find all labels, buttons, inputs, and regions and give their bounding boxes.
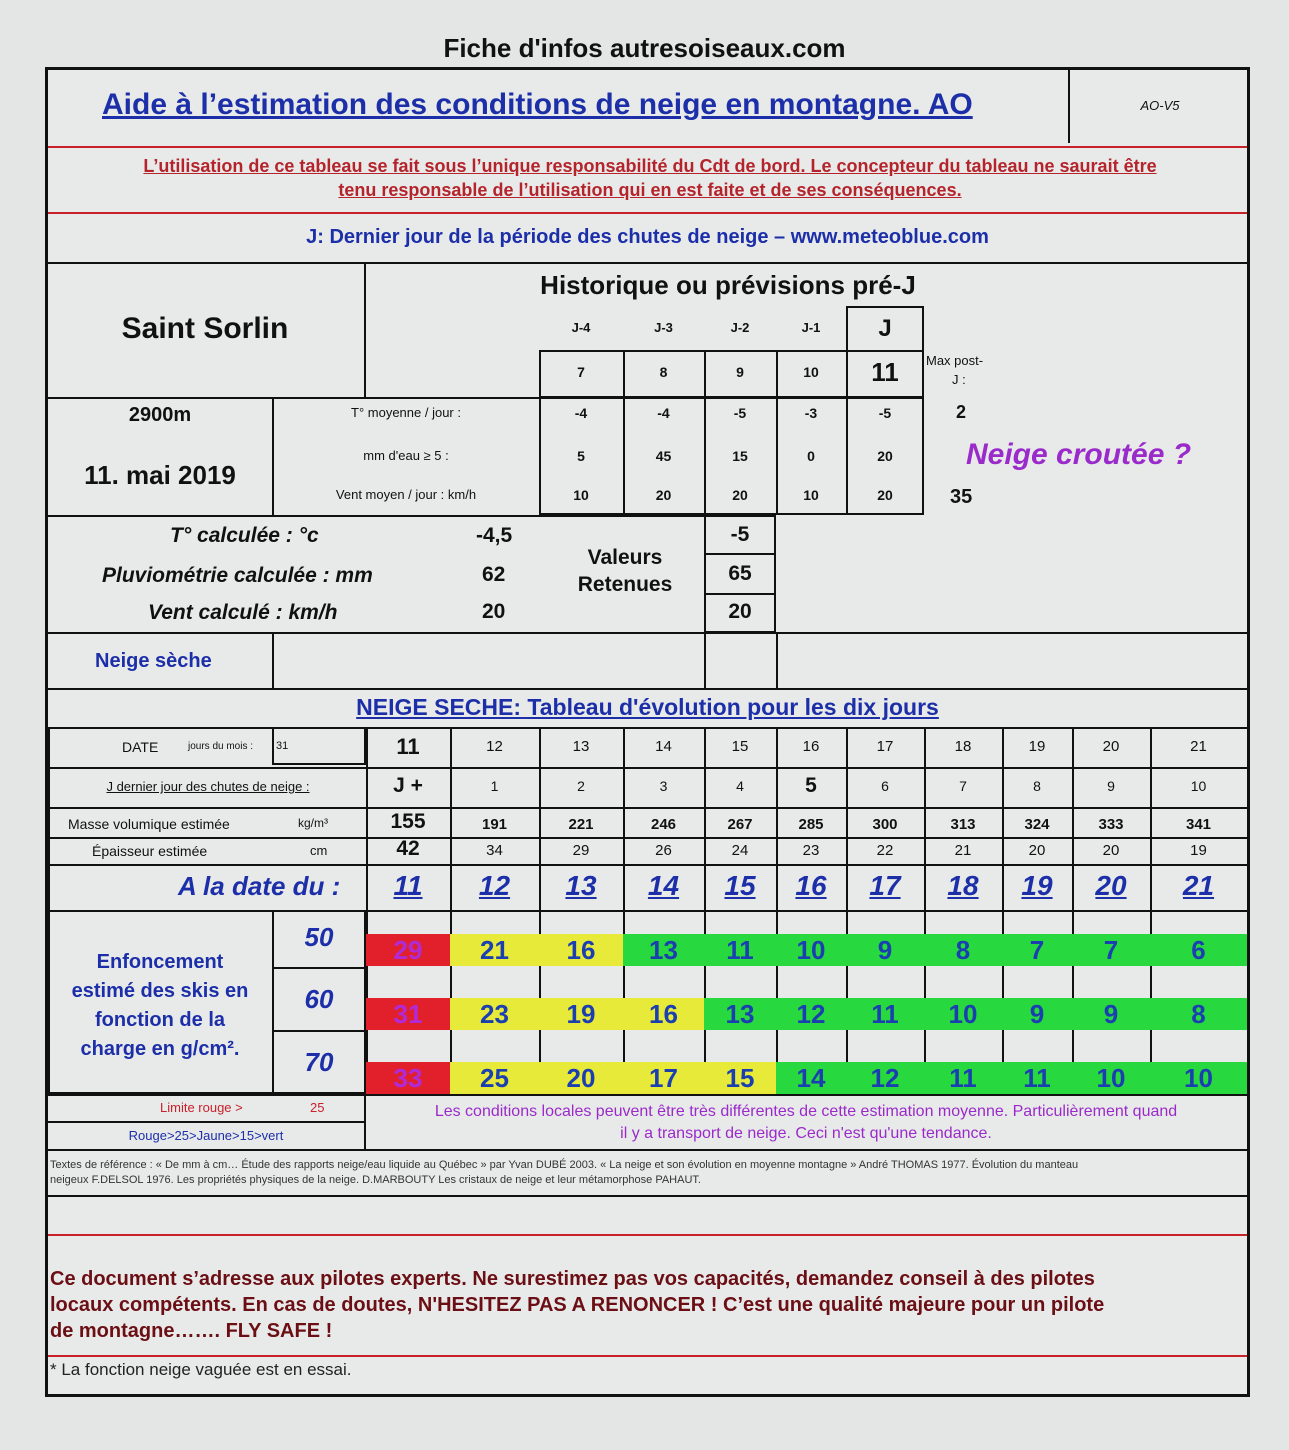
divider — [48, 1195, 1247, 1197]
sink-cell: 8 — [924, 934, 1002, 966]
local-conditions-note-2: il y a transport de neige. Ceci n'est qu'une tendance. — [620, 1125, 992, 1142]
snow-status: Neige croutée ? — [966, 438, 1192, 471]
info-sheet — [45, 67, 1250, 1397]
day-number: 11 — [871, 357, 899, 387]
temp-value: -5 — [878, 405, 892, 421]
date-cell: 21 — [1190, 738, 1207, 755]
sink-cell: 11 — [704, 934, 776, 966]
at-date-cell: 16 — [795, 870, 827, 901]
disclaimer-line-2: tenu responsable de l’utilisation qui en est faite et de ses conséquences. — [338, 180, 962, 200]
load-70: 70 — [304, 1047, 334, 1077]
sink-cell: 11 — [924, 1062, 1002, 1094]
max-post-j-label: Max post- — [926, 353, 984, 368]
at-date-cell: 13 — [565, 870, 597, 901]
date-cell: 14 — [655, 738, 672, 755]
sink-cell: 14 — [776, 1062, 846, 1094]
sink-label-line: Enfoncement — [96, 951, 224, 973]
j-plus-cell: 10 — [1190, 778, 1207, 794]
divider — [272, 398, 274, 516]
sink-label-line: charge en g/cm². — [80, 1038, 240, 1060]
thickness-cell: 21 — [954, 842, 972, 859]
red-limit-value: 25 — [310, 1100, 325, 1115]
thickness-cell: 42 — [396, 837, 420, 860]
at-date-cell: 20 — [1095, 870, 1127, 901]
day-label: J-2 — [730, 320, 750, 335]
page-title: Aide à l’estimation des conditions de neige en montagne. AO — [102, 88, 973, 121]
snow-type-label: Neige sèche — [95, 650, 212, 672]
at-date-cell: 15 — [724, 870, 756, 901]
density-cell: 341 — [1185, 816, 1212, 833]
thickness-cell: 19 — [1190, 842, 1207, 859]
divider — [48, 1355, 1247, 1357]
j-day-box — [846, 306, 924, 352]
date-cell: 18 — [954, 738, 972, 755]
at-date-cell: 21 — [1182, 870, 1215, 901]
day-number: 10 — [803, 364, 819, 380]
j-plus-cell: 4 — [736, 778, 744, 794]
water-value: 20 — [877, 448, 893, 464]
at-date-cell: 12 — [478, 870, 511, 901]
density-cell: 191 — [481, 816, 508, 833]
thickness-cell: 24 — [731, 842, 749, 859]
divider — [48, 212, 1247, 214]
divider — [48, 1121, 364, 1123]
at-date-cell: 11 — [393, 870, 423, 901]
divider — [776, 350, 778, 398]
at-date-cell: 18 — [947, 870, 979, 901]
divider — [48, 864, 1247, 866]
version-label: AO-V5 — [1140, 98, 1180, 113]
references-line-1: Textes de référence : « De mm à cm… Étude des rapports neige/eau liquide au Québec » par Yvan DUBÉ 2003. « La neige et son évolution en moyenne montagne » André THOMAS 1977. Évolution du manteau — [50, 1159, 1079, 1171]
density-cell: 246 — [650, 816, 677, 833]
sink-cell: 9 — [1072, 998, 1150, 1030]
divider — [48, 262, 1247, 264]
sink-cell: 11 — [846, 998, 924, 1030]
date-cell: 19 — [1028, 738, 1046, 755]
divider — [272, 967, 366, 969]
temp-value: -5 — [733, 405, 747, 421]
sink-cell: 25 — [450, 1062, 539, 1094]
water-value: 5 — [577, 448, 585, 464]
sink-cell: 10 — [776, 934, 846, 966]
advice-line-2: locaux compétents. En cas de doutes, N'HESITEZ PAS A RENONCER ! C’est une qualité majeure pour un pilote — [50, 1294, 1105, 1316]
density-label: Masse volumique estimée — [68, 816, 230, 832]
day-label: J-1 — [801, 320, 821, 335]
sink-cell: 16 — [539, 934, 623, 966]
sink-cell: 33 — [366, 1062, 450, 1094]
divider — [48, 1094, 1247, 1096]
divider — [48, 1149, 1247, 1151]
temp-value: -4 — [657, 405, 670, 421]
retained-wind: 20 — [728, 600, 752, 623]
divider — [272, 633, 274, 689]
temp-row-label: T° moyenne / jour : — [351, 405, 461, 420]
j-plus-cell: 3 — [659, 778, 668, 794]
local-conditions-note-1: Les conditions locales peuvent être très différentes de cette estimation moyenne. Particulièrement quand — [434, 1103, 1178, 1120]
at-date-cell: 19 — [1021, 870, 1053, 901]
max-temp-value: 2 — [956, 402, 967, 422]
sink-cell: 10 — [1150, 1062, 1247, 1094]
j-plus-cell: 7 — [959, 778, 967, 794]
divider — [704, 553, 776, 555]
wind-value: 10 — [803, 487, 819, 503]
density-cell: 313 — [950, 816, 976, 833]
thickness-unit: cm — [310, 843, 328, 858]
red-limit-label: Limite rouge > — [160, 1100, 243, 1115]
thickness-cell: 20 — [1102, 842, 1120, 859]
date-label: DATE — [122, 739, 159, 755]
calc-pluvio-value: 62 — [482, 563, 506, 586]
advice-line-3: de montagne……. FLY SAFE ! — [50, 1320, 333, 1342]
calc-pluvio-label: Pluviométrie calculée : mm — [102, 564, 373, 587]
thickness-label: Épaisseur estimée — [92, 843, 208, 859]
divider — [48, 688, 1247, 690]
j-plus-cell: 6 — [881, 778, 889, 794]
at-date-label: A la date du : — [178, 871, 341, 901]
sink-label-line: fonction de la — [95, 1009, 225, 1031]
divider — [48, 632, 1247, 634]
evolution-title: NEIGE SECHE: Tableau d'évolution pour les dix jours — [356, 694, 939, 720]
density-cell: 324 — [1024, 816, 1050, 833]
retained-pluvio: 65 — [728, 562, 752, 585]
at-date-cell: 14 — [647, 870, 680, 901]
density-cell: 300 — [872, 816, 898, 833]
divider — [48, 767, 1247, 769]
wind-row-label: Vent moyen / jour : km/h — [335, 487, 477, 502]
sink-cell: 7 — [1072, 934, 1150, 966]
at-date-cell: 17 — [869, 870, 901, 901]
wind-value: 10 — [573, 487, 589, 503]
wind-value: 20 — [732, 487, 748, 503]
divider — [704, 593, 776, 595]
density-cell: 285 — [798, 816, 824, 833]
sink-label — [50, 948, 270, 1064]
divider — [704, 633, 706, 689]
sink-cell: 10 — [924, 998, 1002, 1030]
date-cell: 12 — [486, 738, 503, 755]
sink-cell: 9 — [846, 934, 924, 966]
day-label: J-3 — [654, 320, 673, 335]
sink-cell: 10 — [1072, 1062, 1150, 1094]
thickness-cell: 23 — [802, 842, 820, 859]
calc-temp-label: T° calculée : °c — [170, 524, 319, 547]
retained-label: Valeurs — [587, 546, 663, 569]
sink-cell: 11 — [1002, 1062, 1072, 1094]
sink-cell: 17 — [623, 1062, 704, 1094]
density-unit: kg/m³ — [298, 816, 328, 830]
sink-cell: 15 — [704, 1062, 776, 1094]
sheet-date: 11. mai 2019 — [84, 460, 236, 490]
divider — [846, 350, 848, 398]
days-in-month-value: 31 — [276, 740, 289, 752]
divider — [48, 727, 50, 910]
divider — [623, 350, 625, 398]
sink-cell: 31 — [366, 998, 450, 1030]
divider — [364, 264, 366, 398]
date-cell: 16 — [802, 738, 820, 755]
water-value: 0 — [807, 448, 815, 464]
sink-cell: 16 — [623, 998, 704, 1030]
retained-temp: -5 — [730, 523, 750, 546]
history-title: Historique ou prévisions pré-J — [540, 270, 916, 300]
thickness-cell: 29 — [572, 842, 590, 859]
j-definition: J: Dernier jour de la période des chutes de neige – www.meteoblue.com — [306, 226, 989, 248]
sink-label-line: estimé des skis en — [71, 980, 249, 1002]
j-plus-cell: J + — [393, 774, 423, 797]
calc-temp-value: -4,5 — [476, 524, 513, 547]
divider — [1068, 70, 1070, 143]
color-scale-legend: Rouge>25>Jaune>15>vert — [128, 1128, 284, 1143]
wind-value: 20 — [655, 487, 672, 503]
sink-cell: 6 — [1150, 934, 1247, 966]
divider — [48, 727, 1247, 729]
days-in-month-label: jours du mois : — [188, 741, 254, 752]
density-cell: 333 — [1098, 816, 1124, 833]
sink-cell: 29 — [366, 934, 450, 966]
thickness-cell: 22 — [876, 842, 894, 859]
divider — [48, 146, 1247, 148]
max-wind-value: 35 — [950, 486, 973, 508]
density-cell: 267 — [727, 816, 753, 833]
site-header: Fiche d'infos autresoiseaux.com — [443, 33, 846, 63]
date-cell: 20 — [1102, 738, 1120, 755]
j-plus-cell: 5 — [805, 774, 817, 797]
sink-cell: 12 — [776, 998, 846, 1030]
sink-cell: 9 — [1002, 998, 1072, 1030]
altitude: 2900m — [128, 404, 192, 426]
j-last-day-label: J dernier jour des chutes de neige : — [106, 779, 310, 794]
water-value: 45 — [655, 448, 672, 464]
retained-label: Retenues — [577, 573, 673, 596]
j-plus-cell: 1 — [490, 778, 499, 794]
sink-cell: 13 — [704, 998, 776, 1030]
calc-wind-value: 20 — [482, 600, 506, 623]
sink-cell: 13 — [623, 934, 704, 966]
density-cell: 221 — [568, 816, 594, 833]
date-cell: 13 — [572, 738, 590, 755]
divider — [776, 633, 778, 689]
thickness-cell: 20 — [1028, 842, 1046, 859]
references-line-2: neigeux F.DELSOL 1976. Les propriétés physiques de la neige. D.MARBOUTY Les cristaux de neige et leur métamorphose PAHAUT. — [50, 1174, 701, 1186]
density-cell: 155 — [390, 810, 426, 833]
water-value: 15 — [732, 448, 748, 464]
day-number: 9 — [736, 364, 744, 380]
load-60: 60 — [304, 984, 334, 1014]
sink-cell: 20 — [539, 1062, 623, 1094]
divider — [704, 350, 706, 398]
divider — [48, 515, 708, 517]
j-plus-cell: 9 — [1107, 778, 1115, 794]
sink-cell: 19 — [539, 998, 623, 1030]
load-50: 50 — [304, 922, 334, 952]
divider — [48, 807, 1247, 809]
temp-value: -4 — [574, 405, 588, 421]
disclaimer-line-1: L’utilisation de ce tableau se fait sous l’unique responsabilité du Cdt de bord. Le concepteur du tableau ne saurait être — [143, 156, 1157, 176]
sink-cell: 23 — [450, 998, 539, 1030]
wind-value: 20 — [877, 487, 893, 503]
day-number: 8 — [659, 364, 668, 380]
divider — [48, 1234, 1247, 1236]
max-post-j-label: J : — [952, 372, 966, 387]
day-label: J-4 — [571, 320, 591, 335]
thickness-cell: 34 — [486, 842, 503, 859]
date-cell: 11 — [396, 734, 420, 759]
j-plus-cell: 2 — [577, 778, 585, 794]
sink-cell: 21 — [450, 934, 539, 966]
trial-note: * La fonction neige vaguée est en essai. — [50, 1360, 352, 1379]
day-number: 7 — [577, 364, 585, 380]
sink-cell: 7 — [1002, 934, 1072, 966]
divider — [48, 837, 1247, 839]
day-label: J — [878, 315, 892, 342]
divider — [1247, 727, 1249, 1095]
thickness-cell: 26 — [655, 842, 672, 859]
calc-wind-label: Vent calculé : km/h — [148, 601, 338, 624]
temp-value: -3 — [804, 405, 818, 421]
date-cell: 15 — [731, 738, 749, 755]
divider — [272, 1030, 366, 1032]
water-row-label: mm d'eau ≥ 5 : — [363, 448, 449, 463]
advice-line-1: Ce document s’adresse aux pilotes experts. Ne surestimez pas vos capacités, demandez conseil à des pilotes — [50, 1268, 1095, 1290]
sink-cell: 12 — [846, 1062, 924, 1094]
sink-cell: 8 — [1150, 998, 1247, 1030]
date-cell: 17 — [876, 738, 894, 755]
j-plus-cell: 8 — [1033, 778, 1041, 794]
location-name: Saint Sorlin — [121, 312, 289, 345]
